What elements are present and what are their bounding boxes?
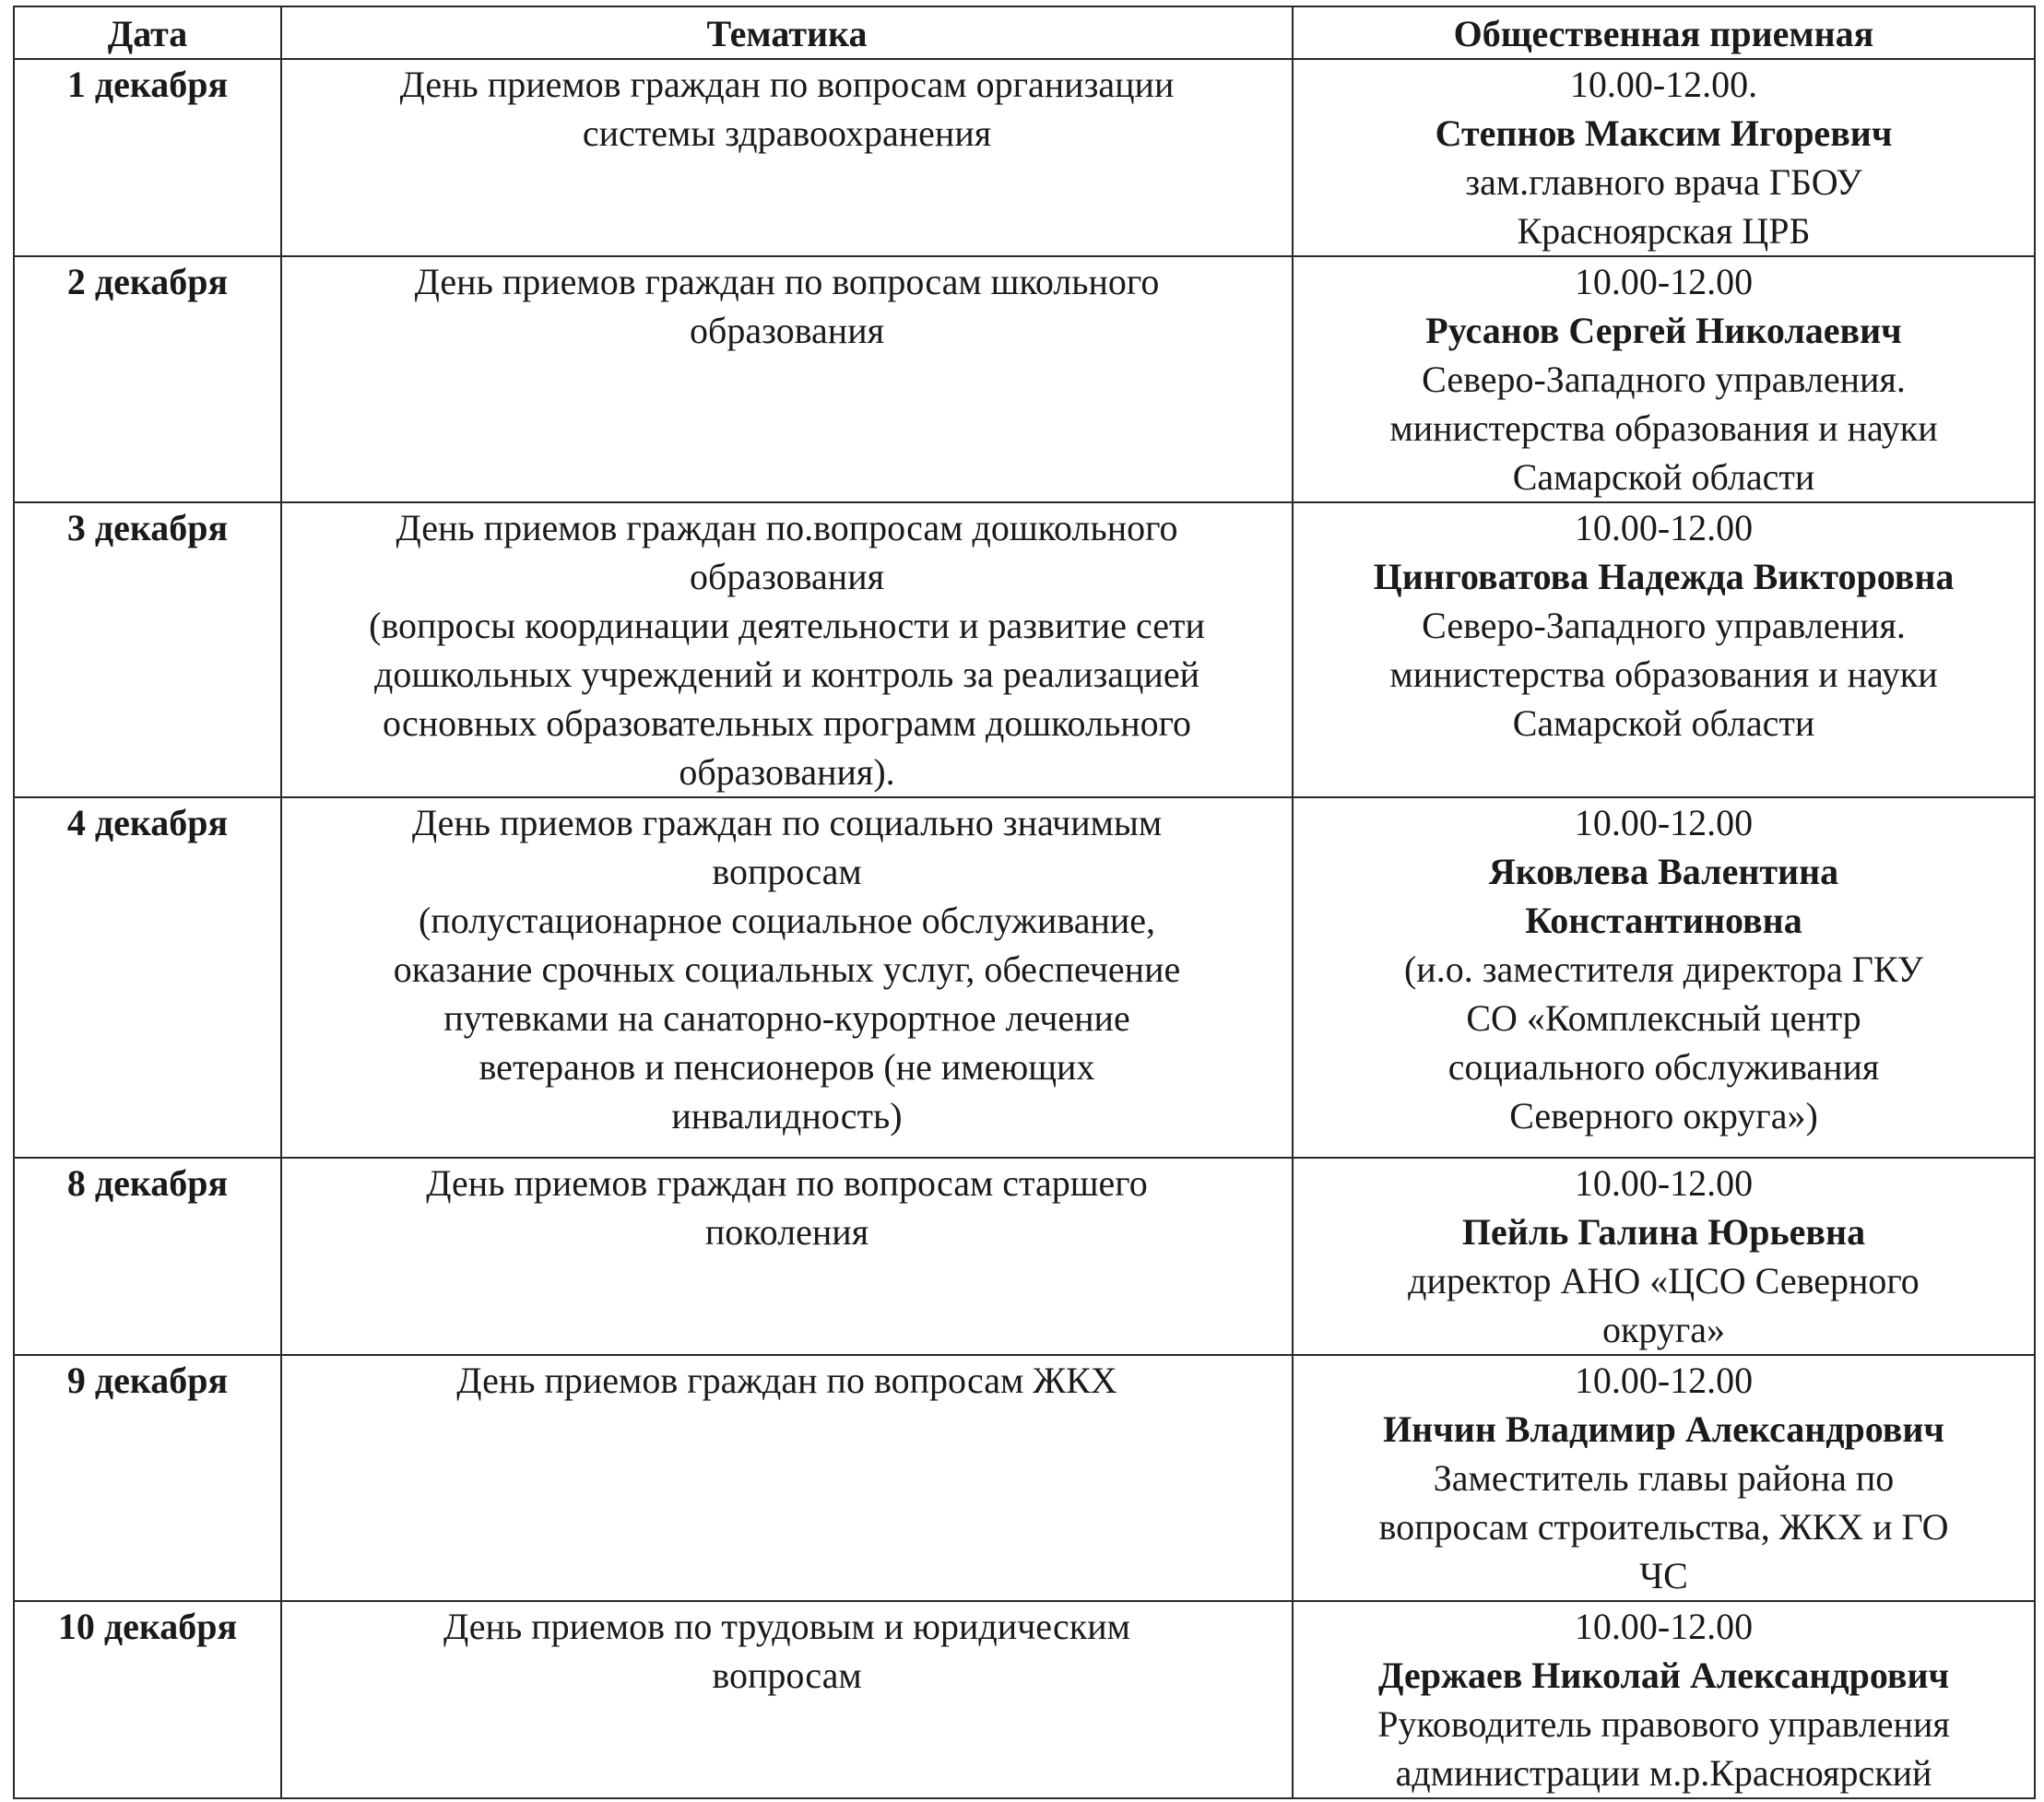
- header-row: [14, 6, 2035, 59]
- reception-cell: [1293, 502, 2035, 797]
- topic-line: инвалидность): [671, 1095, 903, 1137]
- topic-line: День приемов граждан по социально значимым: [411, 802, 1163, 843]
- reception-cell: [1293, 1355, 2035, 1601]
- official-position: СО «Комплексный центр: [1466, 997, 1861, 1039]
- topic-cell: [281, 1355, 1293, 1601]
- date-cell: 2 декабря: [14, 256, 281, 502]
- topic-line: основных образовательных программ дошкольного: [382, 702, 1192, 744]
- official-position: Самарской области: [1512, 456, 1815, 498]
- official-position: Заместитель главы района по: [1433, 1457, 1895, 1499]
- date-cell: 1 декабря: [14, 59, 281, 256]
- official-position: вопросам строительства, ЖКХ и ГО: [1378, 1506, 1949, 1548]
- topic-cell: [281, 256, 1293, 502]
- table-row: [14, 59, 2035, 256]
- topic-cell: [281, 502, 1293, 797]
- topic-cell: [281, 59, 1293, 256]
- header-date: Дата: [14, 6, 281, 59]
- reception-time: 10.00-12.00: [1574, 1360, 1754, 1401]
- official-name: Яковлева Валентина: [1488, 851, 1839, 892]
- table-row: [14, 1355, 2035, 1601]
- official-position: социального обслуживания: [1447, 1046, 1880, 1088]
- official-position: ЧС: [1639, 1555, 1688, 1596]
- date-cell: 10 декабря: [14, 1601, 281, 1798]
- official-position: Северного округа»): [1509, 1095, 1818, 1137]
- topic-line: дошкольных учреждений и контроль за реализацией: [374, 654, 1199, 695]
- date-cell: 3 декабря: [14, 502, 281, 797]
- header-reception: Общественная приемная: [1293, 6, 2035, 59]
- official-position: Руководитель правового управления: [1377, 1703, 1950, 1745]
- date-cell: 9 декабря: [14, 1355, 281, 1601]
- official-name: Инчин Владимир Александрович: [1383, 1408, 1944, 1450]
- schedule-table: [13, 6, 2036, 1799]
- official-position: министерства образования и науки: [1389, 654, 1938, 695]
- topic-line: День приемов по трудовым и юридическим: [443, 1606, 1130, 1647]
- official-position: (и.о. заместителя директора ГКУ: [1403, 948, 1924, 990]
- reception-cell: [1293, 1158, 2035, 1355]
- topic-line: образования).: [679, 751, 895, 793]
- topic-line: День приемов граждан по.вопросам дошкольного: [396, 507, 1178, 548]
- table-row: [14, 502, 2035, 797]
- topic-line: День приемов граждан по вопросам старшего: [426, 1162, 1148, 1204]
- official-name: Цинговатова Надежда Викторовна: [1373, 556, 1955, 597]
- reception-time: 10.00-12.00: [1574, 802, 1754, 843]
- official-position: директор АНО «ЦСО Северного: [1408, 1260, 1920, 1301]
- topic-line: образования: [690, 556, 884, 597]
- reception-time: 10.00-12.00: [1574, 261, 1754, 302]
- reception-cell: [1293, 256, 2035, 502]
- official-position: зам.главного врача ГБОУ: [1465, 161, 1862, 203]
- table-row: [14, 1601, 2035, 1798]
- reception-time: 10.00-12.00: [1574, 507, 1754, 548]
- reception-time: 10.00-12.00: [1574, 1606, 1754, 1647]
- header-topic: Тематика: [281, 6, 1293, 59]
- official-position: Самарской области: [1512, 702, 1815, 744]
- topic-line: системы здравоохранения: [582, 112, 992, 154]
- reception-time: 10.00-12.00.: [1569, 64, 1758, 105]
- topic-line: ветеранов и пенсионеров (не имеющих: [479, 1046, 1095, 1088]
- official-position: Северо-Западного управления.: [1422, 605, 1906, 646]
- official-name: Русанов Сергей Николаевич: [1425, 310, 1902, 351]
- official-name: Держаев Николай Александрович: [1377, 1655, 1950, 1696]
- topic-line: День приемов граждан по вопросам ЖКХ: [456, 1360, 1117, 1401]
- official-name: Степнов Максим Игоревич: [1435, 112, 1893, 154]
- official-position: администрации м.р.Красноярский: [1395, 1752, 1932, 1794]
- reception-cell: [1293, 59, 2035, 256]
- topic-line: путевками на санаторно-курортное лечение: [443, 997, 1130, 1039]
- topic-line: оказание срочных социальных услуг, обеспечение: [393, 948, 1181, 990]
- topic-line: вопросам: [712, 1655, 862, 1696]
- date-cell: 8 декабря: [14, 1158, 281, 1355]
- reception-cell: [1293, 797, 2035, 1158]
- topic-line: поколения: [704, 1211, 869, 1253]
- official-name: Пейль Галина Юрьевна: [1461, 1211, 1866, 1253]
- topic-cell: [281, 1601, 1293, 1798]
- table-row: [14, 797, 2035, 1158]
- official-name: Константиновна: [1525, 900, 1802, 941]
- topic-line: День приемов граждан по вопросам школьного: [414, 261, 1160, 302]
- topic-cell: [281, 797, 1293, 1158]
- table-row: [14, 1158, 2035, 1355]
- topic-line: (полустационарное социальное обслуживание,: [418, 900, 1156, 941]
- official-position: министерства образования и науки: [1389, 407, 1938, 449]
- date-cell: 4 декабря: [14, 797, 281, 1158]
- official-position: Северо-Западного управления.: [1422, 359, 1906, 400]
- topic-line: (вопросы координации деятельности и развитие сети: [369, 605, 1205, 646]
- official-position: Красноярская ЦРБ: [1517, 210, 1811, 252]
- topic-cell: [281, 1158, 1293, 1355]
- topic-line: День приемов граждан по вопросам организации: [399, 64, 1175, 105]
- topic-line: образования: [690, 310, 884, 351]
- reception-cell: [1293, 1601, 2035, 1798]
- official-position: округа»: [1601, 1309, 1726, 1350]
- table-row: [14, 256, 2035, 502]
- topic-line: вопросам: [712, 851, 862, 892]
- reception-time: 10.00-12.00: [1574, 1162, 1754, 1204]
